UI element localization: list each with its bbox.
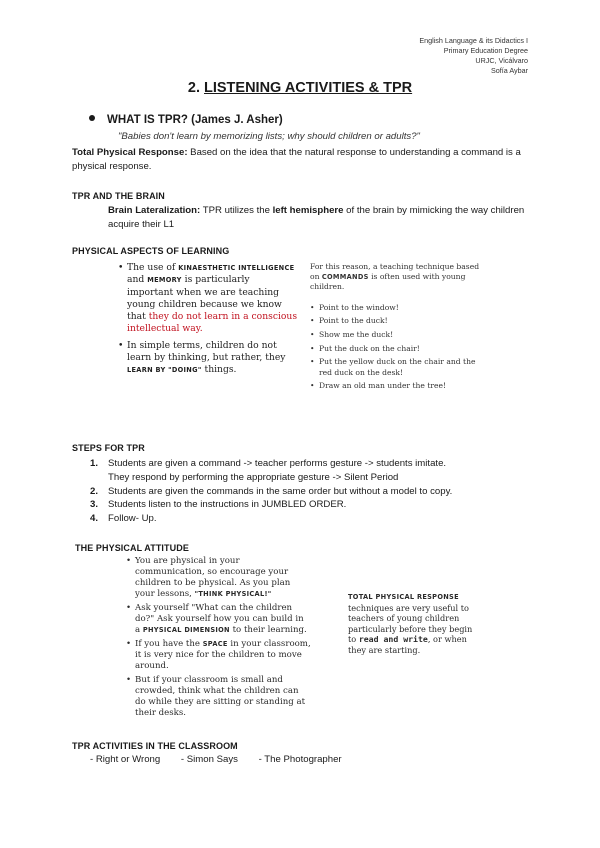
activities-list [90,754,510,765]
command-item: • Point to the duck! [310,316,485,326]
step-item: 4. Follow- Up. [90,513,157,525]
brain-label: Brain Lateralization: [108,205,201,216]
physical-attitude-image-right: TOTAL PHYSICAL RESPONSE techniques are very useful to teachers of young children particularly before they begin to read and write, or when they are starting. [348,593,473,655]
commands-intro: For this reason, a teaching technique based on COMMANDS is often used with young children. [310,262,480,292]
physical-aspects-image-right [310,262,485,395]
list-item: • If you have the SPACE in your classroom, it is very nice for the children to move around. [126,639,311,672]
brain-bold: left hemisphere [272,205,344,216]
asher-quote: "Babies don't learn by memorizing lists; why should children or adults?" [118,131,420,142]
section-heading-physical: PHYSICAL ASPECTS OF LEARNING [72,246,230,256]
section-heading-brain: TPR AND THE BRAIN [72,191,165,201]
activity-item: - Simon Says [180,754,238,765]
step-item: 1. Students are given a command -> teacher performs gesture -> students imitate. [90,458,447,469]
brain-text-2: of the brain by mimicking the way children acquire their L1 [108,205,525,230]
brain-text-1: TPR utilizes the [200,205,273,216]
header-info [419,36,528,76]
title-number: 2. [187,80,204,96]
physical-attitude-image-left [126,556,311,722]
steps-list [90,457,550,526]
physical-aspects-image-left [118,262,298,381]
bullet-icon [89,115,95,121]
list-item: • Ask yourself "What can the children do?" Ask yourself how you can build in a PHYSICAL DIMENSION to their learning. [126,603,311,636]
step-item: 2. Students are given the commands in the same order but without a model to copy. [90,485,453,497]
command-item: • Point to the window! [310,303,485,313]
command-item: • Put the yellow duck on the chair and the red duck on the desk! [310,357,485,377]
header-campus: URJC, Vicálvaro [475,56,528,65]
list-item: • The use of KINAESTHETIC INTELLIGENCE and MEMORY is particularly important when we are teaching young children because we know that they do not learn in a conscious intellectual way. [118,262,298,336]
tpr-definition [72,146,532,174]
step-item-continuation: They respond by performing the appropriate gesture -> Silent Period [108,471,399,483]
activity-item: - The Photographer [258,754,342,765]
header-degree: Primary Education Degree [443,46,528,55]
header-course: English Language & its Didactics I [419,36,528,45]
command-item: • Draw an old man under the tree! [310,381,485,391]
command-item: • Put the duck on the chair! [310,344,485,354]
page-title [0,80,600,96]
what-is-heading-text: WHAT IS TPR? (James J. Asher) [107,114,283,126]
what-is-tpr-heading [89,114,283,126]
list-item: • You are physical in your communication, so encourage your children to be physical. As you plan your lessons, "THINK PHYSICAL!" [126,556,311,600]
definition-label: Total Physical Response: [72,147,188,158]
header-author: Sofía Aybar [490,66,528,75]
brain-lateralization [108,204,538,231]
section-heading-attitude: THE PHYSICAL ATTITUDE [75,543,189,553]
list-item: • In simple terms, children do not learn by thinking, but rather, they LEARN BY "DOING" things. [118,340,298,377]
activity-item: - Right or Wrong [90,754,161,765]
title-text: LISTENING ACTIVITIES & TPR [204,80,413,96]
command-item: • Show me the duck! [310,330,485,340]
definition-text: Based on the idea that the natural response to understanding a command is a physical response. [72,147,521,172]
step-item: 3. Students listen to the instructions in JUMBLED ORDER. [90,499,347,511]
section-heading-activities: TPR ACTIVITIES IN THE CLASSROOM [72,741,238,751]
list-item: • But if your classroom is small and crowded, think what the children can do while they are sitting or standing at their desks. [126,675,311,719]
section-heading-steps: STEPS FOR TPR [72,443,145,453]
